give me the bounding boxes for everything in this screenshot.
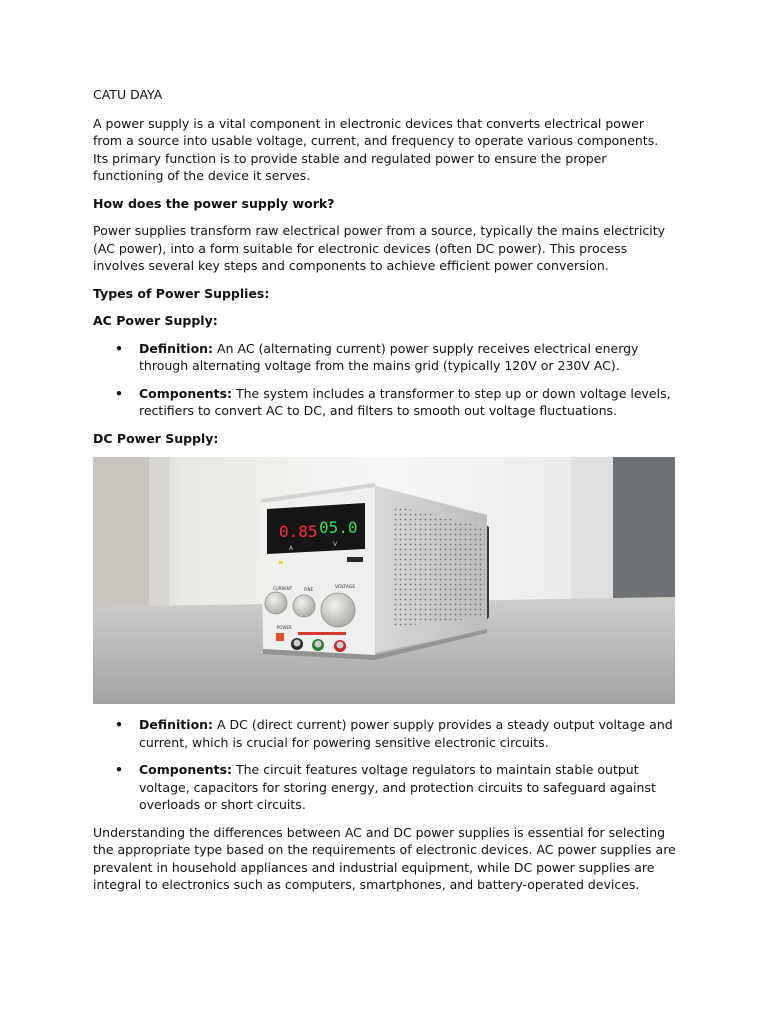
- voltage-readout: 05.0: [319, 518, 358, 537]
- ac-list: [93, 340, 677, 420]
- bullet-icon: •: [115, 385, 123, 401]
- how-heading: How does the power supply work?: [93, 195, 335, 211]
- fine-knob: [293, 595, 315, 617]
- power-supply-illustration: [93, 457, 675, 704]
- bullet-icon: •: [115, 762, 123, 777]
- list-item-term: Definition:: [139, 717, 214, 732]
- ac-heading: AC Power Supply:: [93, 313, 218, 328]
- dc-power-supply-photo: [93, 457, 675, 704]
- current-knob-label: CURRENT: [273, 586, 293, 591]
- list-item: [93, 716, 677, 751]
- document-page: [93, 86, 677, 904]
- dc-list: [93, 716, 677, 814]
- bullet-icon: •: [115, 717, 123, 732]
- list-item-term: Components:: [139, 762, 233, 777]
- list-item-term: Definition:: [139, 340, 214, 356]
- list-item: [93, 340, 677, 375]
- dc-heading: DC Power Supply:: [93, 430, 219, 446]
- current-readout: 0.85: [279, 522, 318, 541]
- how-paragraph: Power supplies transform raw electrical power from a source, typically the mains electricity (AC power), into a form suitable for electronic devices (often DC power). This process involves several key steps and components to achieve efficient power conversion.: [93, 223, 666, 273]
- intro-paragraph: A power supply is a vital component in electronic devices that converts electrical power from a source into usable voltage, current, and frequency to operate various components. Its primary function is to provide stable and regulated power to ensure the proper functioning of the device it serves.: [93, 115, 659, 183]
- list-item-text: An AC (alternating current) power supply receives electrical energy through alternating voltage from the mains grid (typically 120V or 230V AC).: [139, 340, 639, 373]
- voltage-unit-label: V: [333, 541, 338, 548]
- voltage-knob-label: VOLTAGE: [335, 585, 356, 590]
- list-item: [93, 385, 677, 420]
- fine-knob-label: FINE: [304, 587, 313, 592]
- current-knob: [265, 592, 287, 614]
- power-switch: [276, 633, 284, 641]
- document-title: CATU DAYA: [93, 87, 163, 102]
- list-item-text: A DC (direct current) power supply provides a steady output voltage and current, which is crucial for powering sensitive electronic circuits.: [139, 717, 673, 750]
- types-heading: Types of Power Supplies:: [93, 285, 270, 301]
- list-item-text: The system includes a transformer to step up or down voltage levels, rectifiers to convert AC to DC, and filters to smooth out voltage fluctuations.: [139, 385, 671, 418]
- current-unit-label: A: [289, 545, 294, 552]
- voltage-knob: [321, 593, 355, 627]
- list-item-term: Components:: [139, 385, 233, 401]
- list-item-text: The circuit features voltage regulators to maintain stable output voltage, capacitors for storing energy, and protection circuits to safeguard against overloads or short circuits.: [139, 762, 656, 812]
- list-item: [93, 761, 677, 814]
- power-switch-label: POWER: [277, 625, 292, 630]
- bullet-icon: •: [115, 340, 123, 356]
- conclusion-paragraph: Understanding the differences between AC and DC power supplies is essential for selecting the appropriate type based on the requirements of electronic devices. AC power supplies are prevalent in household appliances and industrial equipment, while DC power supplies are integral to electronics such as computers, smartphones, and battery-operated devices.: [93, 824, 676, 892]
